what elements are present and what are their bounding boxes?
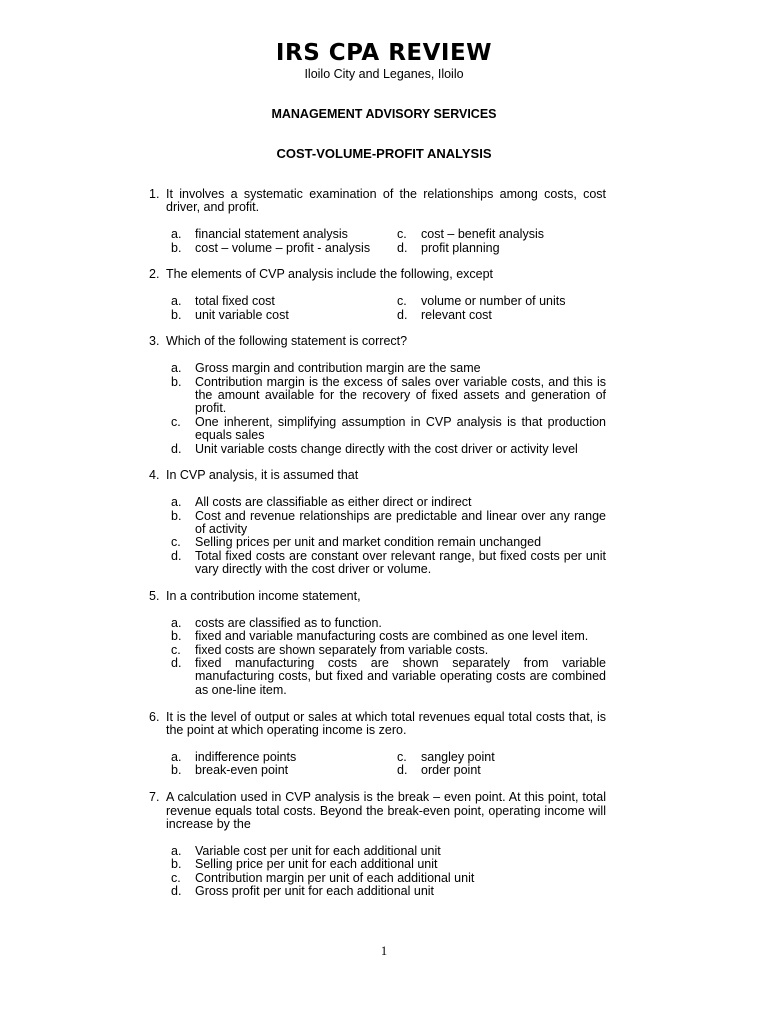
question-number: 4.: [149, 468, 160, 483]
question-5: [149, 590, 606, 697]
option-b: [171, 309, 371, 322]
question-stem: [149, 268, 606, 281]
option-letter: d.: [397, 307, 408, 322]
option-text: cost – volume – profit - analysis: [195, 240, 371, 255]
option-d: [171, 657, 606, 697]
option-d: [171, 550, 606, 577]
question-text: The elements of CVP analysis include the following, except: [166, 267, 494, 282]
option-letter: b.: [171, 307, 182, 322]
question-list: [149, 188, 606, 898]
option-text: One inherent, simplifying assumption in CVP analysis is that production equals sales: [195, 414, 606, 443]
option-text: financial statement analysis: [195, 227, 348, 242]
option-d: [397, 309, 606, 322]
option-letter: a.: [171, 294, 182, 309]
question-3: [149, 335, 606, 456]
question-stem: [149, 711, 606, 738]
option-list: [149, 845, 606, 899]
question-text: Which of the following statement is correct?: [166, 334, 408, 349]
option-text: relevant cost: [421, 307, 492, 322]
option-letter: b.: [171, 508, 182, 523]
page-location: Iloilo City and Leganes, Iloilo: [304, 67, 464, 81]
option-text: indifference points: [195, 749, 297, 764]
option-c: [397, 295, 606, 308]
question-text: In CVP analysis, it is assumed that: [166, 468, 359, 483]
option-b: [171, 376, 606, 416]
option-text: Variable cost per unit for each additional unit: [195, 843, 441, 858]
option-b: [171, 858, 606, 871]
option-letter: d.: [171, 548, 182, 563]
option-letter: a.: [171, 227, 182, 242]
question-stem: [149, 791, 606, 831]
option-c: [171, 872, 606, 885]
option-text: cost – benefit analysis: [421, 227, 544, 242]
page-title: IRS CPA REVIEW: [275, 40, 493, 66]
question-stem: [149, 188, 606, 215]
option-text: sangley point: [421, 749, 495, 764]
option-a: [171, 845, 606, 858]
option-letter: c.: [171, 642, 181, 657]
option-a: [171, 751, 371, 764]
option-letter: c.: [171, 414, 181, 429]
option-letter: a.: [171, 495, 182, 510]
option-letter: c.: [171, 535, 181, 550]
option-b: [171, 630, 606, 643]
option-letter: c.: [171, 870, 181, 885]
option-c: [171, 416, 606, 443]
question-number: 3.: [149, 334, 160, 349]
question-stem: [149, 590, 606, 603]
page-number: 1: [380, 944, 388, 958]
option-letter: b.: [171, 240, 182, 255]
option-text: Selling price per unit for each additional unit: [195, 857, 438, 872]
option-text: Unit variable costs change directly with the cost driver or activity level: [195, 441, 578, 456]
option-text: Gross margin and contribution margin are the same: [195, 361, 481, 376]
option-text: fixed costs are shown separately from variable costs.: [195, 642, 489, 657]
option-text: fixed manufacturing costs are shown separately from variable manufacturing costs, but fixed and variable operating costs are combined as one-line item.: [195, 656, 606, 697]
option-text: order point: [421, 763, 481, 778]
option-letter: a.: [171, 843, 182, 858]
option-a: [171, 362, 606, 375]
question-stem: [149, 335, 606, 348]
option-a: [171, 617, 606, 630]
option-letter: d.: [171, 883, 182, 898]
option-grid: [149, 295, 606, 322]
question-4: [149, 469, 606, 576]
option-list: [149, 617, 606, 697]
option-c: [171, 644, 606, 657]
option-c: [171, 536, 606, 549]
option-d: [171, 885, 606, 898]
option-text: volume or number of units: [421, 294, 566, 309]
option-d: [397, 764, 606, 777]
option-letter: a.: [171, 749, 182, 764]
option-letter: c.: [397, 294, 407, 309]
option-text: unit variable cost: [195, 307, 289, 322]
option-list: [149, 496, 606, 576]
option-d: [397, 242, 606, 255]
question-number: 7.: [149, 790, 160, 805]
option-letter: d.: [171, 441, 182, 456]
option-text: Contribution margin is the excess of sales over variable costs, and this is the amount available for the recovery of fixed assets and generation of profit.: [195, 374, 606, 416]
option-text: All costs are classifiable as either direct or indirect: [195, 495, 472, 510]
option-letter: c.: [397, 749, 407, 764]
option-list: [149, 362, 606, 456]
question-2: [149, 268, 606, 322]
option-grid: [149, 228, 606, 255]
option-grid: [149, 751, 606, 778]
option-letter: b.: [171, 857, 182, 872]
option-letter: a.: [171, 615, 182, 630]
question-text: A calculation used in CVP analysis is the break – even point. At this point, total revenue equals total costs. Beyond the break-even point, operating income will increase by the: [166, 790, 606, 831]
option-c: [397, 751, 606, 764]
question-text: It is the level of output or sales at which total revenues equal total costs that, is the point at which operating income is zero.: [166, 709, 606, 738]
question-number: 6.: [149, 709, 160, 724]
option-text: costs are classified as to function.: [195, 615, 382, 630]
option-text: Cost and revenue relationships are predictable and linear over any range of activity: [195, 508, 606, 537]
topic-heading: COST-VOLUME-PROFIT ANALYSIS: [276, 146, 492, 161]
option-b: [171, 510, 606, 537]
option-b: [171, 764, 371, 777]
option-text: Gross profit per unit for each additional unit: [195, 883, 435, 898]
question-stem: [149, 469, 606, 482]
question-1: [149, 188, 606, 255]
option-text: profit planning: [421, 240, 500, 255]
question-number: 1.: [149, 187, 160, 201]
option-b: [171, 242, 371, 255]
option-text: total fixed cost: [195, 294, 275, 309]
option-a: [171, 496, 606, 509]
question-text: In a contribution income statement,: [166, 589, 361, 604]
question-number: 2.: [149, 267, 160, 282]
option-text: break-even point: [195, 763, 289, 778]
option-letter: a.: [171, 361, 182, 376]
question-number: 5.: [149, 589, 160, 604]
option-letter: b.: [171, 374, 182, 389]
option-a: [171, 295, 371, 308]
question-text: It involves a systematic examination of the relationships among costs, cost driver, and profit.: [166, 187, 606, 215]
option-letter: d.: [171, 656, 182, 671]
option-text: fixed and variable manufacturing costs are combined as one level item.: [195, 629, 589, 644]
option-letter: b.: [171, 629, 182, 644]
question-7: [149, 791, 606, 898]
option-text: Total fixed costs are constant over relevant range, but fixed costs per unit vary directly with the cost driver or volume.: [195, 548, 606, 577]
option-c: [397, 228, 606, 241]
subject-heading: MANAGEMENT ADVISORY SERVICES: [271, 107, 497, 121]
option-letter: d.: [397, 763, 408, 778]
option-a: [171, 228, 371, 241]
option-d: [171, 443, 606, 456]
option-letter: d.: [397, 240, 408, 255]
option-text: Contribution margin per unit of each additional unit: [195, 870, 475, 885]
option-text: Selling prices per unit and market condition remain unchanged: [195, 535, 542, 550]
question-6: [149, 711, 606, 778]
option-letter: b.: [171, 763, 182, 778]
option-letter: c.: [397, 227, 407, 242]
